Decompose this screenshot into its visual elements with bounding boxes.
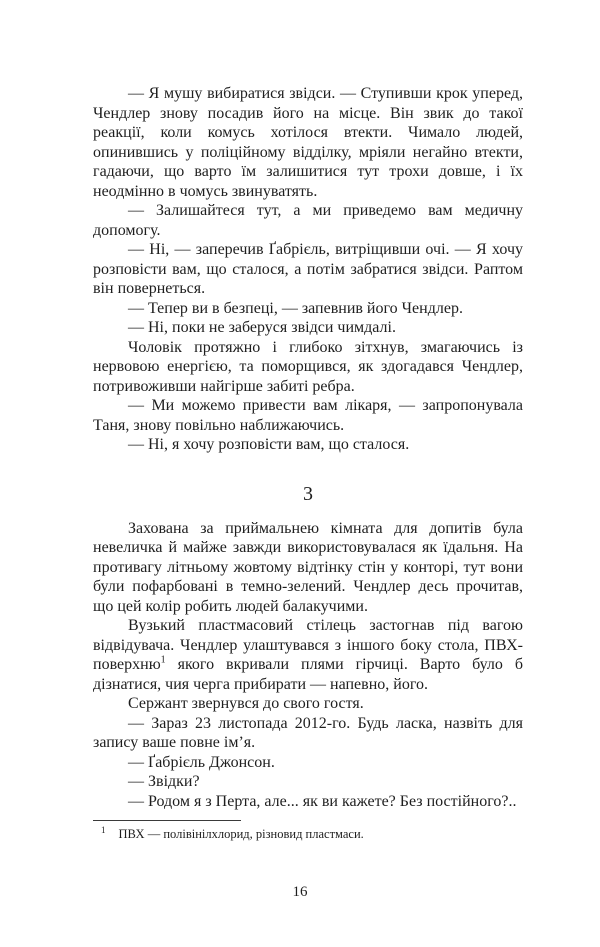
paragraph: — Я мушу вибиратися звідси. — Ступивши крок уперед, Чендлер знову посадив його на місце. Він звик до такої реакції, коли комусь хотілося втекти. Чимало людей, опинившись у поліційному відділку, мріяли негайно втекти, гадаючи, що варто їм залишитися тут трохи довше, і їх неодмінно в чомусь звинуватять. bbox=[93, 85, 523, 200]
paragraph: — Ні, я хочу розповісти вам, що сталося. bbox=[128, 436, 410, 453]
paragraph: Сержант звернувся до свого гостя. bbox=[128, 695, 364, 712]
footnote-marker: 1 bbox=[101, 824, 106, 835]
paragraph: Захована за приймальнею кімната для допитів була невеличка й майже завжди використовувалася як їдальня. На противагу літньому жовтому відтінку стін у конторі, тут вони були пофарбовані в темно-зелений. Чендлер десь прочитав, що цей колір робить людей балакучими. bbox=[93, 519, 523, 615]
footnote-reference: 1 bbox=[160, 654, 166, 666]
chapter-number-heading: 3 bbox=[303, 482, 313, 505]
footnote-body: ПВХ — полівінілхлорид, різновид пластмаси. bbox=[118, 827, 364, 841]
text-block bbox=[93, 84, 523, 811]
paragraph-text: якого вкривали плями гірчиці. Варто було б дізнатися, чия черга прибирати — напевно, його. bbox=[93, 656, 523, 693]
paragraph: — Ґабрієль Джонсон. bbox=[128, 753, 275, 771]
paragraph-text: Вузький пластмасовий стілець застогнав під вагою відвідувача. Чендлер улаштувався з іншого боку стола, ПВХ-поверхню bbox=[93, 617, 523, 673]
footnote-text bbox=[93, 824, 523, 842]
paragraph: — Ні, поки не заберуся звідси чимдалі. bbox=[128, 319, 396, 336]
paragraph-with-footnote-ref bbox=[93, 616, 523, 694]
footnote bbox=[93, 820, 523, 842]
paragraph: — Родом я з Перта, але... як ви кажете? Без постійного?.. bbox=[128, 792, 517, 810]
paragraph: — Звідки? bbox=[128, 773, 200, 790]
paragraph: Чоловік протяжно і глибоко зітхнув, змагаючись із нервовою енергією, та поморщився, як здогадався Чендлер, потривоживши найгірше забиті ребра. bbox=[93, 338, 523, 395]
paragraph: — Тепер ви в безпеці, — запевнив його Чендлер. bbox=[128, 299, 463, 317]
footnote-separator bbox=[93, 820, 241, 821]
paragraph: — Залишайтеся тут, а ми приведемо вам медичну допомогу. bbox=[93, 202, 523, 239]
paragraph: — Ми можемо привести вам лікаря, — запропонувала Таня, знову повільно наближаючись. bbox=[93, 397, 523, 434]
page-number: 16 bbox=[292, 884, 308, 900]
paragraph: — Ні, — заперечив Ґабрієль, витріщивши очі. — Я хочу розповісти вам, що сталося, а потім забратися звідси. Раптом він повернеться. bbox=[93, 241, 523, 297]
paragraph: — Зараз 23 листопада 2012-го. Будь ласка, назвіть для запису ваше повне ім’я. bbox=[93, 714, 523, 751]
